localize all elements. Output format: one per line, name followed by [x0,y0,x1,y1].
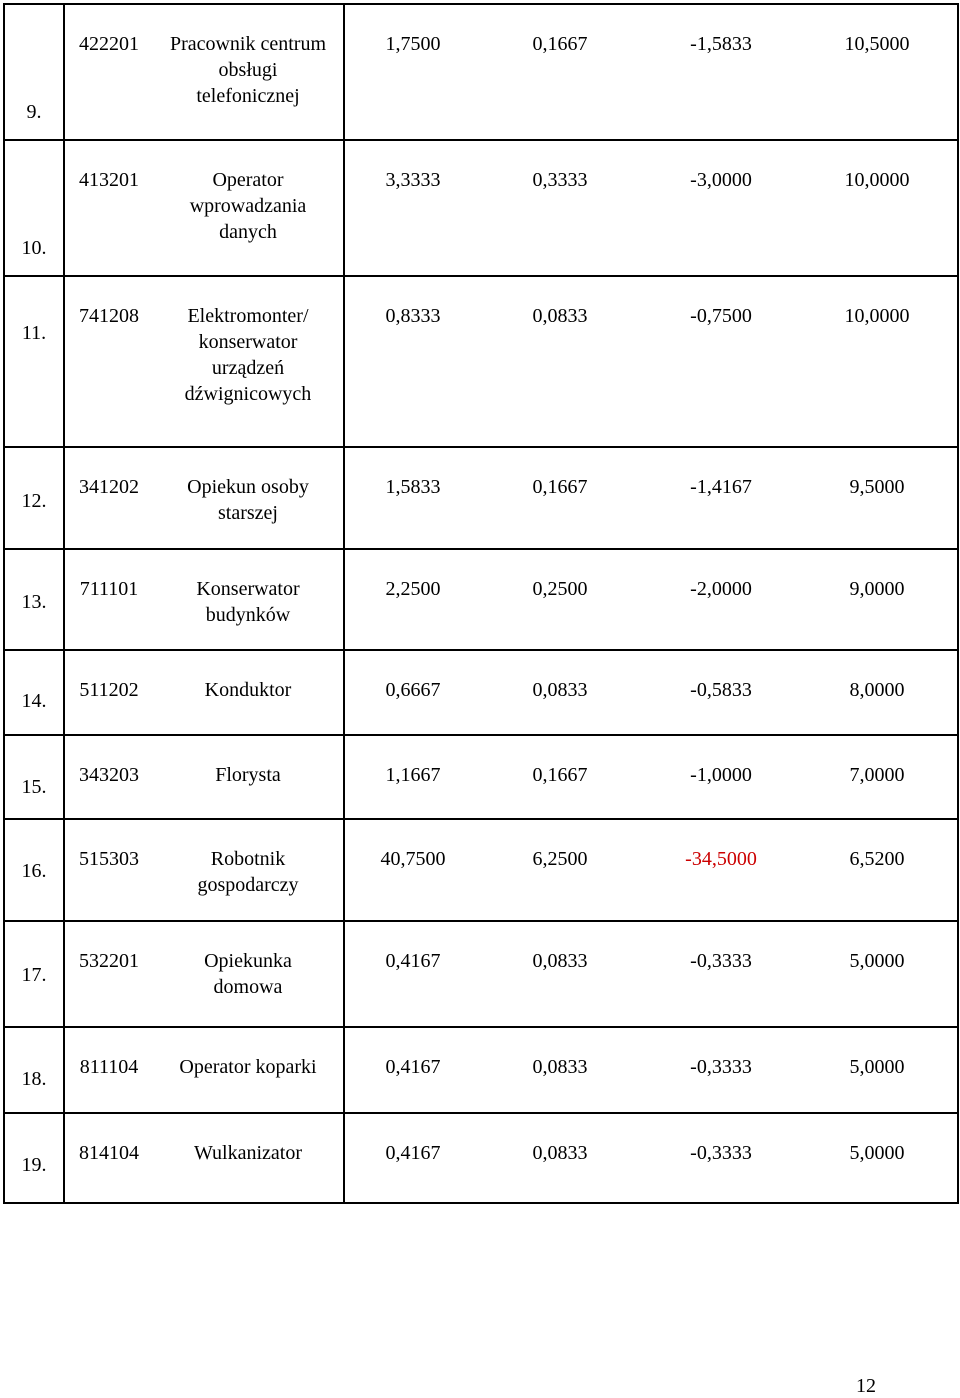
job-code: 811104 [79,1056,139,1078]
value-1: 0,4167 [385,950,441,972]
row-number: 14. [21,690,47,712]
value-1: 1,1667 [385,764,441,786]
table-row [4,1113,958,1203]
job-cell [64,819,344,921]
job-code: 343203 [79,764,139,786]
row-number-cell [4,140,64,276]
value-1: 40,7500 [380,848,446,870]
job-name: Wulkanizator [193,1142,303,1164]
values-cell [344,819,958,921]
value-3: -1,5833 [690,33,752,55]
row-number: 12. [21,490,47,512]
row-number: 18. [21,1068,47,1090]
job-name: Operator koparki [179,1056,317,1078]
row-number: 16. [21,860,47,882]
table-row [4,447,958,549]
row-number-cell [4,819,64,921]
value-1: 0,4167 [385,1142,441,1164]
values-cell [344,276,958,447]
values-cell [344,735,958,819]
value-2: 0,0833 [532,305,588,327]
value-4: 10,0000 [844,169,910,191]
job-cell [64,1113,344,1203]
value-3: -0,3333 [690,1056,752,1078]
value-2: 0,1667 [532,764,588,786]
values-cell [344,1027,958,1113]
job-code: 741208 [79,305,139,327]
value-4: 10,5000 [844,33,910,55]
row-number-cell [4,735,64,819]
job-cell [64,549,344,650]
values-cell [344,1113,958,1203]
value-3: -0,3333 [690,950,752,972]
job-cell [64,735,344,819]
job-cell [64,447,344,549]
value-4: 9,5000 [849,476,905,498]
job-code: 814104 [79,1142,139,1164]
table-row [4,819,958,921]
row-number-cell [4,921,64,1027]
value-4: 7,0000 [849,764,905,786]
value-1: 0,8333 [385,305,441,327]
job-cell [64,276,344,447]
job-code: 422201 [79,33,139,55]
row-number-cell [4,276,64,447]
data-table [3,3,959,1204]
value-1: 1,5833 [385,476,441,498]
job-cell [64,4,344,140]
value-4: 5,0000 [849,1056,905,1078]
value-2: 0,1667 [532,476,588,498]
job-code: 413201 [79,169,139,191]
job-cell [64,650,344,735]
value-3: -1,0000 [690,764,752,786]
value-3: -3,0000 [690,169,752,191]
table-row [4,1027,958,1113]
job-cell [64,140,344,276]
row-number-cell [4,4,64,140]
values-cell [344,921,958,1027]
values-cell [344,140,958,276]
row-number: 19. [21,1154,47,1176]
value-4: 5,0000 [849,1142,905,1164]
values-cell [344,447,958,549]
row-number-cell [4,1027,64,1113]
value-2: 0,1667 [532,33,588,55]
row-number: 17. [21,964,47,986]
value-4: 8,0000 [849,679,905,701]
values-cell [344,650,958,735]
row-number: 15. [21,776,47,798]
value-2: 6,2500 [532,848,588,870]
job-code: 711101 [79,578,139,600]
job-name: Opiekun osoby starszej [187,476,309,524]
job-name: Pracownik centrum obsługi telefonicznej [169,33,327,107]
value-3: -0,5833 [690,679,752,701]
table-row [4,650,958,735]
value-2: 0,0833 [532,950,588,972]
value-2: 0,2500 [532,578,588,600]
value-2: 0,0833 [532,1142,588,1164]
job-code: 341202 [79,476,139,498]
job-name: Elektromonter/ konserwator urządzeń dźwignicowych [184,305,312,405]
job-name: Operator wprowadzania danych [189,169,307,243]
value-2: 0,0833 [532,1056,588,1078]
job-name: Konserwator budynków [196,578,300,626]
row-number-cell [4,447,64,549]
table-row [4,140,958,276]
row-number-cell [4,1113,64,1203]
values-cell [344,549,958,650]
job-name: Robotnik gospodarczy [197,848,299,896]
table-row [4,549,958,650]
value-4: 10,0000 [844,305,910,327]
value-1: 0,6667 [385,679,441,701]
job-code: 511202 [79,679,139,701]
value-1: 1,7500 [385,33,441,55]
job-code: 515303 [79,848,139,870]
page-number: 12 [856,1375,876,1397]
row-number: 11. [21,322,47,344]
row-number: 13. [21,591,47,613]
job-code: 532201 [79,950,139,972]
table-row [4,921,958,1027]
value-4: 6,5200 [849,848,905,870]
table-row [4,4,958,140]
value-1: 2,2500 [385,578,441,600]
row-number-cell [4,650,64,735]
job-cell [64,1027,344,1113]
value-2: 0,3333 [532,169,588,191]
row-number: 9. [26,101,42,123]
job-name: Opiekunka domowa [204,950,292,998]
value-3-highlighted: -34,5000 [685,848,757,870]
value-3: -1,4167 [690,476,752,498]
value-3: -2,0000 [690,578,752,600]
values-cell [344,4,958,140]
job-name: Konduktor [204,679,292,701]
value-4: 9,0000 [849,578,905,600]
value-1: 0,4167 [385,1056,441,1078]
job-cell [64,921,344,1027]
job-name: Florysta [215,764,281,786]
value-1: 3,3333 [385,169,441,191]
value-3: -0,3333 [690,1142,752,1164]
row-number: 10. [21,237,47,259]
value-2: 0,0833 [532,679,588,701]
value-3: -0,7500 [690,305,752,327]
row-number-cell [4,549,64,650]
table-row [4,276,958,447]
value-4: 5,0000 [849,950,905,972]
table-row [4,735,958,819]
